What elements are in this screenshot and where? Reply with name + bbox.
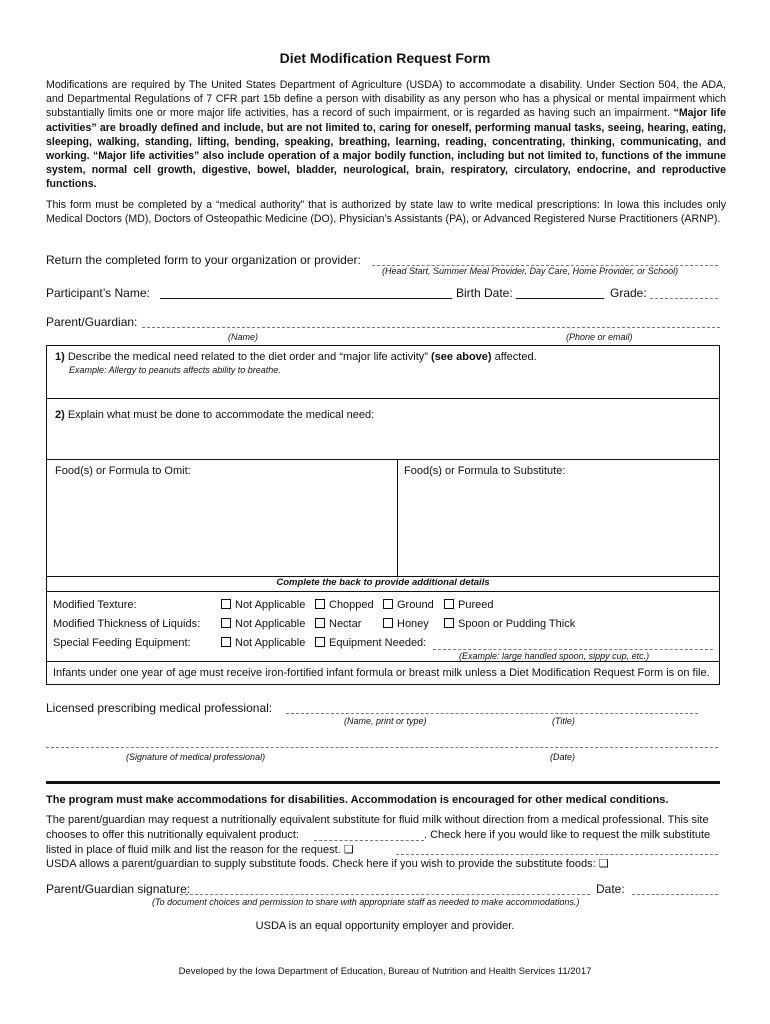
milk-line-2a: chooses to offer this nutritionally equivalent product: xyxy=(46,829,299,841)
parent-date-input[interactable] xyxy=(632,894,718,895)
milk-product-input[interactable] xyxy=(314,840,424,841)
participant-name-label: Participant’s Name: xyxy=(46,286,150,300)
intro-paragraph xyxy=(46,78,726,192)
back-note: Complete the back to provide additional details xyxy=(276,577,490,588)
liquids-option-not-applicable[interactable]: Not Applicable xyxy=(221,618,305,630)
birth-date-label: Birth Date: xyxy=(456,286,513,300)
liquids-option-honey[interactable]: Honey xyxy=(383,618,429,630)
food-omit-box[interactable] xyxy=(46,459,398,577)
grade-input[interactable] xyxy=(650,298,718,299)
form-title: Diet Modification Request Form xyxy=(279,50,491,66)
liquids-option-spoon-thick[interactable]: Spoon or Pudding Thick xyxy=(444,618,575,630)
milk-line-4[interactable]: USDA allows a parent/guardian to supply substitute foods. Check here if you wish to provide the substitute foods: ❑ xyxy=(46,858,609,870)
intro-text: Modifications are required by The United States Department of Agriculture (USDA) to accommodate a disability. Under Section 504, the ADA, and Departmental Regulations of 7 CFR part 15b define a person with disability as any person who has a physical or mental impairment which substantially limits one or more major life activities, has a record of such impairment, or is regarded as having such an impairment. xyxy=(46,79,726,120)
return-hint: (Head Start, Summer Meal Provider, Day Care, Home Provider, or School) xyxy=(382,266,679,276)
checkbox[interactable] xyxy=(444,599,454,609)
texture-label: Modified Texture: xyxy=(53,599,137,611)
checkbox[interactable] xyxy=(221,599,231,609)
question-2-box[interactable] xyxy=(46,398,720,460)
texture-option-chopped[interactable]: Chopped xyxy=(315,599,374,611)
professional-input[interactable] xyxy=(286,713,698,714)
equipment-input[interactable] xyxy=(433,649,713,650)
signature-date-hint: (Date) xyxy=(550,752,576,762)
return-label: Return the completed form to your organization or provider: xyxy=(46,253,361,267)
question-1-bold: (see above) xyxy=(431,351,492,363)
parent-signature-hint: (To document choices and permission to share with appropriate staff as needed to make accommodations.) xyxy=(152,897,580,907)
milk-reason-input[interactable] xyxy=(396,854,718,855)
professional-title-hint: (Title) xyxy=(552,716,575,726)
birth-date-input[interactable] xyxy=(516,298,604,299)
footer: Developed by the Iowa Department of Education, Bureau of Nutrition and Health Services 11/2017 xyxy=(178,966,592,977)
texture-option-not-applicable[interactable]: Not Applicable xyxy=(221,599,305,611)
texture-option-pureed[interactable]: Pureed xyxy=(444,599,493,611)
parent-input[interactable] xyxy=(142,327,720,328)
milk-line-2b: . Check here if you would like to request the milk substitute xyxy=(424,829,711,841)
texture-option-ground[interactable]: Ground xyxy=(383,599,434,611)
checkbox[interactable] xyxy=(383,618,393,628)
details-box xyxy=(46,576,720,662)
section-divider xyxy=(46,781,720,784)
parent-date-label: Date: xyxy=(596,882,625,896)
question-1-number: 1) xyxy=(55,351,65,363)
intro-bold-text: “Major life activities” are broadly defined and include, but are not limited to, caring for oneself, performing manual tasks, seeing, hearing, eating, sleeping, walking, standing, lifting, bending, speaking, breathing, learning, reading, concentrating, thinking, communicating, and working. “Major life activities” also include operation of a major bodily function, including but not limited to, functions of the immune system, normal cell growth, digestive, bowel, bladder, neurological, brain, respiratory, circulatory, endocrine, and reproductive functions. xyxy=(46,107,726,191)
question-1-tail: affected. xyxy=(494,351,537,363)
equipment-label: Special Feeding Equipment: xyxy=(53,637,191,649)
details-divider xyxy=(47,591,719,592)
professional-label: Licensed prescribing medical professional: xyxy=(46,701,273,715)
food-substitute-box[interactable] xyxy=(397,459,720,577)
checkbox[interactable] xyxy=(444,618,454,628)
checkbox[interactable] xyxy=(221,618,231,628)
question-1-text: Describe the medical need related to the diet order and “major life activity” xyxy=(67,351,428,363)
participant-name-input[interactable] xyxy=(160,298,452,299)
signature-hint: (Signature of medical professional) xyxy=(126,752,266,762)
milk-line-3[interactable]: listed in place of fluid milk and list the reason for the request. ❑ xyxy=(46,844,354,856)
equipment-option-needed[interactable]: Equipment Needed: xyxy=(315,637,426,649)
liquids-option-nectar[interactable]: Nectar xyxy=(315,618,361,630)
grade-label: Grade: xyxy=(610,286,647,300)
signature-input[interactable] xyxy=(46,747,718,748)
parent-signature-label: Parent/Guardian signature: xyxy=(46,882,191,896)
parent-signature-input[interactable] xyxy=(180,894,590,895)
usda-statement: USDA is an equal opportunity employer and provider. xyxy=(255,920,515,932)
liquids-label: Modified Thickness of Liquids: xyxy=(53,618,201,630)
parent-label: Parent/Guardian: xyxy=(46,315,138,329)
food-omit-label: Food(s) or Formula to Omit: xyxy=(55,465,191,477)
question-2-text: Explain what must be done to accommodate the medical need: xyxy=(67,409,375,421)
question-1-prompt xyxy=(55,351,537,363)
checkbox[interactable] xyxy=(315,599,325,609)
checkbox[interactable] xyxy=(315,618,325,628)
professional-name-hint: (Name, print or type) xyxy=(344,716,427,726)
question-2-prompt xyxy=(55,409,374,421)
infants-box xyxy=(46,661,720,685)
milk-line-1: The parent/guardian may request a nutritionally equivalent substitute for fluid milk without direction from a medical professional. This site xyxy=(46,814,709,826)
question-1-example: Example: Allergy to peanuts affects ability to breathe. xyxy=(69,365,281,375)
authority-paragraph: This form must be completed by a “medical authority” that is authorized by state law to write medical prescriptions: In Iowa this includes only Medical Doctors (MD), Doctors of Osteopathic Medicine (DO), Physician’s Assistants (PA), or Advanced Registered Nurse Practitioners (ARNP). xyxy=(46,199,726,226)
infants-note: Infants under one year of age must receive iron-fortified infant formula or breast milk unless a Diet Modification Request Form is on file. xyxy=(53,667,710,679)
checkbox[interactable] xyxy=(315,637,325,647)
question-2-number: 2) xyxy=(55,409,65,421)
checkbox[interactable] xyxy=(383,599,393,609)
parent-name-hint: (Name) xyxy=(228,332,259,342)
food-substitute-label: Food(s) or Formula to Substitute: xyxy=(404,465,566,477)
parent-phone-hint: (Phone or email) xyxy=(566,332,633,342)
question-1-box[interactable] xyxy=(46,345,720,399)
checkbox[interactable] xyxy=(221,637,231,647)
equipment-option-not-applicable[interactable]: Not Applicable xyxy=(221,637,305,649)
equipment-hint: (Example: large handled spoon, sippy cup, etc.) xyxy=(459,651,650,661)
program-note: The program must make accommodations for disabilities. Accommodation is encouraged for other medical conditions. xyxy=(46,794,669,806)
